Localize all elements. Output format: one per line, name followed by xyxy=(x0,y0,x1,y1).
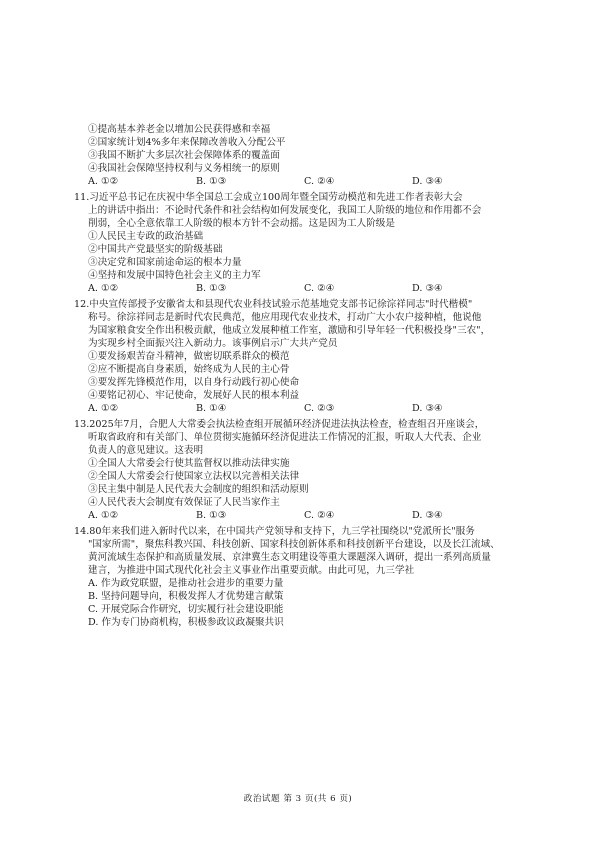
choice-c: C. ②④ xyxy=(304,176,335,187)
choice-a: A. ①② xyxy=(88,510,119,521)
option-item: ④要铭记初心、牢记使命，发展好人民的根本利益 xyxy=(88,390,300,401)
question-stem-line: "国家所需"，聚焦科教兴国、科技创新、国家科技创新体系和科技创新平台建设，以及长江流域、 xyxy=(88,539,500,550)
option-item: ③决定党和国家前途命运的根本力量 xyxy=(88,257,242,268)
choice-c: C. ②④ xyxy=(304,510,335,521)
choice-d: D. ③④ xyxy=(412,403,443,414)
question-stem-line: 为实现乡村全面振兴注入新动力。该事例启示广大共产党员 xyxy=(88,338,338,349)
question-number: 12. xyxy=(74,299,90,310)
answer-choices xyxy=(88,509,536,522)
choice-c: C. ②③ xyxy=(304,403,335,414)
choice-d: D. ③④ xyxy=(412,510,443,521)
answer-choices xyxy=(88,282,536,295)
question-stem-line: 12.中央宣传部授予安徽省太和县现代农业科技试验示范基地党支部书记徐淙祥同志"时代楷模" xyxy=(74,299,473,310)
question-stem-line: 听取省政府和有关部门、单位贯彻实施循环经济促进法工作情况的汇报，听取人大代表、企业 xyxy=(88,432,482,443)
question-stem-line: 削弱，全心全意依靠工人阶级的根本方针不会动摇。这是因为工人阶级是 xyxy=(88,218,395,229)
choice-d: D. ③④ xyxy=(412,176,443,187)
question-stem-line: 11.习近平总书记在庆祝中华全国总工会成立100周年暨全国劳动模范和先进工作者表彰大会 xyxy=(74,192,463,203)
question-number: 13. xyxy=(74,419,90,430)
page-footer: 政治试题 第 3 页(共 6 页) xyxy=(243,794,353,804)
question-number: 14. xyxy=(74,526,90,537)
question-number: 11. xyxy=(74,192,90,203)
option-item: ②应不断提高自身素质，始终成为人民的主心骨 xyxy=(88,364,290,375)
option-item: ③我国不断扩大多层次社会保障体系的覆盖面 xyxy=(88,150,280,161)
option-item: ②中国共产党最坚实的阶级基础 xyxy=(88,244,223,255)
option-item: B. 坚持问题导向，积极发挥人才优势建言献策 xyxy=(88,591,284,602)
question-stem-line: 13.2025年7月，合肥人大常委会执法检查组开展循环经济促进法执法检查，检查组召开座谈会， xyxy=(74,419,485,430)
option-item: ①人民民主专政的政治基础 xyxy=(88,231,204,242)
question-10-items xyxy=(88,123,536,188)
choice-b: B. ①④ xyxy=(196,403,227,414)
option-item: D. 作为专门协商机构，积极参政议政凝聚共识 xyxy=(88,617,284,628)
option-item: ①全国人大常委会行使其监督权以推动法律实施 xyxy=(88,458,290,469)
choice-b: B. ①③ xyxy=(196,510,227,521)
option-item: ③要发挥先锋模范作用，以自身行动践行初心使命 xyxy=(88,377,300,388)
option-item: ③民主集中制是人民代表大会制度的组织和活动原则 xyxy=(88,484,309,495)
option-item: ④我国社会保障坚持权利与义务相统一的原则 xyxy=(88,163,280,174)
question-12 xyxy=(74,298,536,415)
question-13 xyxy=(74,418,536,522)
question-stem-line: 称号。徐淙祥同志是新时代农民典范，他应用现代农业技术，打动广大小农户接种植，他说他 xyxy=(88,312,482,323)
choice-d: D. ③④ xyxy=(412,283,443,294)
question-14 xyxy=(74,525,536,629)
choice-a: A. ①② xyxy=(88,283,119,294)
question-stem-line: 建言，为推进中国式现代化社会主义事业作出重要贡献。由此可见，九三学社 xyxy=(88,565,415,576)
choice-a: A. ①② xyxy=(88,176,119,187)
answer-choices xyxy=(88,175,536,188)
option-item: ②国家统计划4%多年来保障改善收入分配公平 xyxy=(88,137,286,148)
page-content xyxy=(74,123,536,629)
choice-b: B. ①③ xyxy=(196,283,227,294)
question-stem-line: 为国家粮食安全作出积极贡献，他成立发展种植工作室，激励和引导年轻一代积极投身"三农"， xyxy=(88,325,491,336)
option-item: ④坚持和发展中国特色社会主义的主力军 xyxy=(88,270,261,281)
question-11 xyxy=(74,191,536,295)
option-item: ②全国人大常委会行使国家立法权以完善相关法律 xyxy=(88,471,300,482)
choice-b: B. ①③ xyxy=(196,176,227,187)
question-stem-line: 14.80年来我们进入新时代以来，在中国共产党领导和支持下，九三学社围绕以"党派所长"服务 xyxy=(74,526,475,537)
question-stem-line: 上的讲话中指出：不论时代条件和社会结构如何发展变化，我国工人阶级的地位和作用都不会 xyxy=(88,205,482,216)
option-item: ④人民代表大会制度有效保证了人民当家作主 xyxy=(88,497,280,508)
option-item: A. 作为政党联盟，是推动社会进步的重要力量 xyxy=(88,578,284,589)
option-item: C. 开展党际合作研究，切实履行社会建设职能 xyxy=(88,604,284,615)
question-stem-line: 黄河流域生态保护和高质量发展、京津冀生态文明建设等重大课题深入调研，提出一系列高质量 xyxy=(88,552,491,563)
choice-a: A. ①② xyxy=(88,403,119,414)
answer-choices xyxy=(88,402,536,415)
option-item: ①要发扬艰苦奋斗精神，做密切联系群众的模范 xyxy=(88,351,290,362)
choice-c: C. ②④ xyxy=(304,283,335,294)
option-item: ①提高基本养老金以增加公民获得感和幸福 xyxy=(88,124,271,135)
question-stem-line: 负责人的意见建议。这表明 xyxy=(88,445,204,456)
